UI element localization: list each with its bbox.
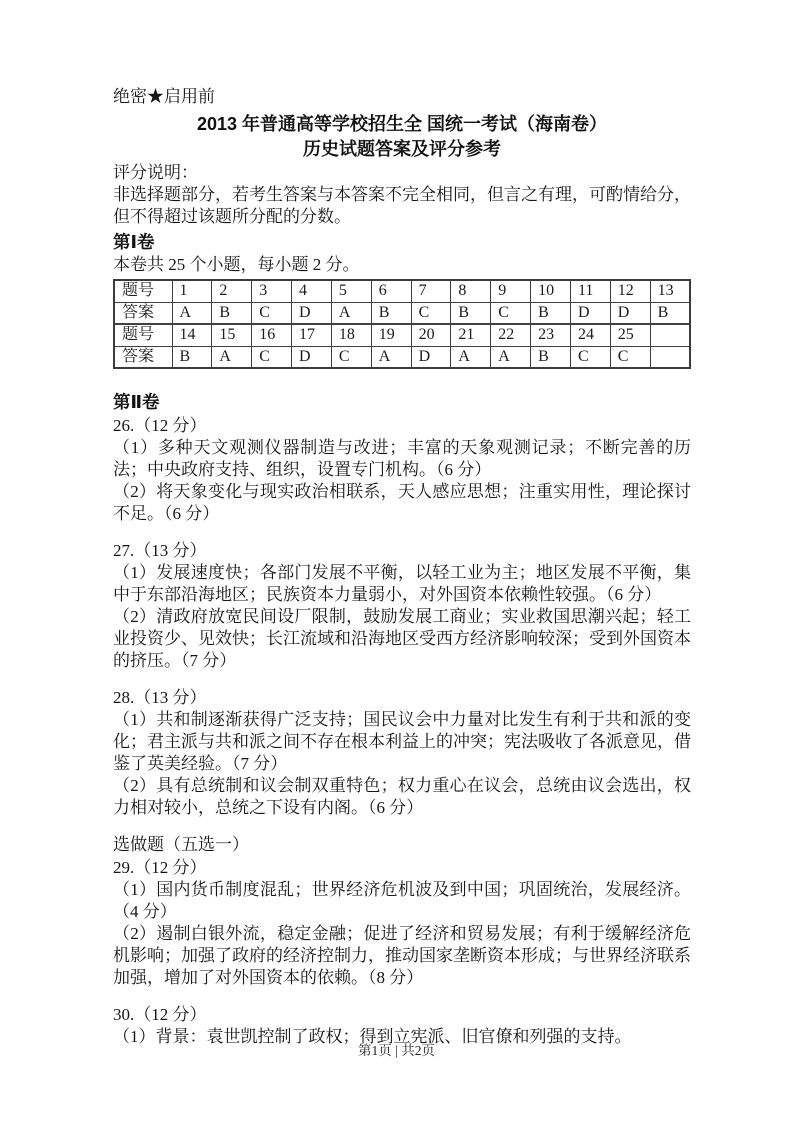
question-number-cell: 3 <box>252 280 292 302</box>
question-number-cell: 24 <box>570 324 610 346</box>
answer-cell: D <box>292 346 332 368</box>
document-content <box>113 86 691 1048</box>
question-number-cell: 2 <box>212 280 252 302</box>
answer-cell: B <box>531 346 571 368</box>
question-number-cell: 19 <box>371 324 411 346</box>
question-number-cell: 16 <box>252 324 292 346</box>
scoring-note-heading: 评分说明： <box>113 163 198 182</box>
answer-cell: D <box>411 346 451 368</box>
answer-cell: A <box>172 302 212 324</box>
answer-cell: C <box>491 302 531 324</box>
page-footer <box>0 1042 793 1060</box>
question-number-cell: 25 <box>610 324 650 346</box>
answer-cell: C <box>610 346 650 368</box>
row-label: 答案 <box>114 346 172 368</box>
question-28 <box>113 687 691 819</box>
question-number-cell: 21 <box>451 324 491 346</box>
answer-cell: B <box>172 346 212 368</box>
question-answer-part: （1）多种天文观测仪器制造与改进；丰富的天象观测记录；不断完善的历法；中央政府支持、组织，设置专门机构。（6 分） <box>113 438 691 479</box>
answer-cell: C <box>331 346 371 368</box>
question-answer-part: （2）将天象变化与现实政治相联系，天人感应思想；注重实用性，理论探讨不足。（6 分） <box>113 482 691 523</box>
answer-cell: D <box>570 302 610 324</box>
question-number-cell: 15 <box>212 324 252 346</box>
table-row-answers-2 <box>114 346 690 368</box>
answer-cell: B <box>531 302 571 324</box>
answer-cell: B <box>451 302 491 324</box>
question-number-cell: 6 <box>371 280 411 302</box>
table-row-question-numbers-2 <box>114 324 690 346</box>
answer-cell <box>650 346 690 368</box>
question-number: 28.（13 分） <box>113 688 207 707</box>
question-number-cell: 9 <box>491 280 531 302</box>
question-number-cell <box>650 324 690 346</box>
question-answer-part: （1）背景：袁世凯控制了政权；得到立宪派、旧官僚和列强的支持。 <box>113 1027 632 1046</box>
question-number-cell: 10 <box>531 280 571 302</box>
scoring-note-body: 非选择题部分，若考生答案与本答案不完全相同，但言之有理，可酌情给分，但不得超过该题所分配的分数。 <box>113 185 691 226</box>
question-number: 26.（12 分） <box>113 416 207 435</box>
answer-cell: D <box>610 302 650 324</box>
section1-heading: 第Ⅰ卷 <box>113 232 155 252</box>
question-answer-part: （2）清政府放宽民间设厂限制，鼓励发展工商业；实业救国思潮兴起；轻工业投资少、见效快；长江流域和沿海地区受西方经济影响较深；受到外国资本的挤压。（7 分） <box>113 607 691 670</box>
classification-label: 绝密★启用前 <box>113 87 215 106</box>
row-label: 答案 <box>114 302 172 324</box>
document-title: 2013 年普通高等学校招生全 国统一考试（海南卷） <box>196 114 608 134</box>
answer-cell: A <box>451 346 491 368</box>
question-number-cell: 12 <box>610 280 650 302</box>
answer-cell: A <box>331 302 371 324</box>
question-answer-part: （1）国内货币制度混乱；世界经济危机波及到中国；巩固统治，发展经济。（4 分） <box>113 880 691 921</box>
question-27 <box>113 540 691 672</box>
question-number-cell: 8 <box>451 280 491 302</box>
question-answer-part: （1）共和制逐渐获得广泛支持；国民议会中力量对比发生有利于共和派的变化；君主派与共和派之间不存在根本利益上的冲突；宪法吸收了各派意见，借鉴了英美经验。（7 分） <box>113 710 691 773</box>
question-number: 30.（12 分） <box>113 1005 207 1024</box>
answer-cell: B <box>371 302 411 324</box>
question-number: 27.（13 分） <box>113 541 207 560</box>
answer-cell: A <box>371 346 411 368</box>
table-row-question-numbers-1 <box>114 280 690 302</box>
answer-cell: C <box>252 346 292 368</box>
answer-cell: C <box>252 302 292 324</box>
answer-cell: C <box>411 302 451 324</box>
question-number-cell: 1 <box>172 280 212 302</box>
question-number-cell: 13 <box>650 280 690 302</box>
section2-heading: 第Ⅱ卷 <box>113 392 160 412</box>
question-number-cell: 7 <box>411 280 451 302</box>
question-answer-part: （2）具有总统制和议会制双重特色；权力重心在议会，总统由议会选出，权力相对较小，总统之下设有内阁。（6 分） <box>113 776 691 817</box>
page-number-indicator: 第1页 | 共2页 <box>358 1043 435 1058</box>
section1-intro: 本卷共 25 个小题，每小题 2 分。 <box>113 255 360 274</box>
question-answer-part: （1）发展速度快；各部门发展不平衡，以轻工业为主；地区发展不平衡，集中于东部沿海地区；民族资本力量弱小，对外国资本依赖性较强。（6 分） <box>113 563 691 604</box>
question-number-cell: 18 <box>331 324 371 346</box>
answer-cell: A <box>212 346 252 368</box>
question-number-cell: 17 <box>292 324 332 346</box>
answer-cell: A <box>491 346 531 368</box>
question-number-cell: 22 <box>491 324 531 346</box>
row-label: 题号 <box>114 324 172 346</box>
optional-section-label: 选做题（五选一） <box>113 835 249 854</box>
question-number-cell: 5 <box>331 280 371 302</box>
answer-cell: D <box>292 302 332 324</box>
question-number-cell: 14 <box>172 324 212 346</box>
question-number-cell: 23 <box>531 324 571 346</box>
document-subtitle: 历史试题答案及评分参考 <box>303 139 501 159</box>
question-number-cell: 20 <box>411 324 451 346</box>
table-row-answers-1 <box>114 302 690 324</box>
answer-cell: B <box>212 302 252 324</box>
answer-table <box>113 279 691 369</box>
question-29 <box>113 857 691 989</box>
answer-cell: B <box>650 302 690 324</box>
question-number-cell: 4 <box>292 280 332 302</box>
question-answer-part: （2）遏制白银外流，稳定金融；促进了经济和贸易发展；有利于缓解经济危机影响；加强了政府的经济控制力，推动国家垄断资本形成；与世界经济联系加强，增加了对外国资本的依赖。（8 分） <box>113 924 691 987</box>
answer-cell: C <box>570 346 610 368</box>
question-number-cell: 11 <box>570 280 610 302</box>
row-label: 题号 <box>114 280 172 302</box>
question-number: 29.（12 分） <box>113 858 207 877</box>
question-26 <box>113 415 691 525</box>
